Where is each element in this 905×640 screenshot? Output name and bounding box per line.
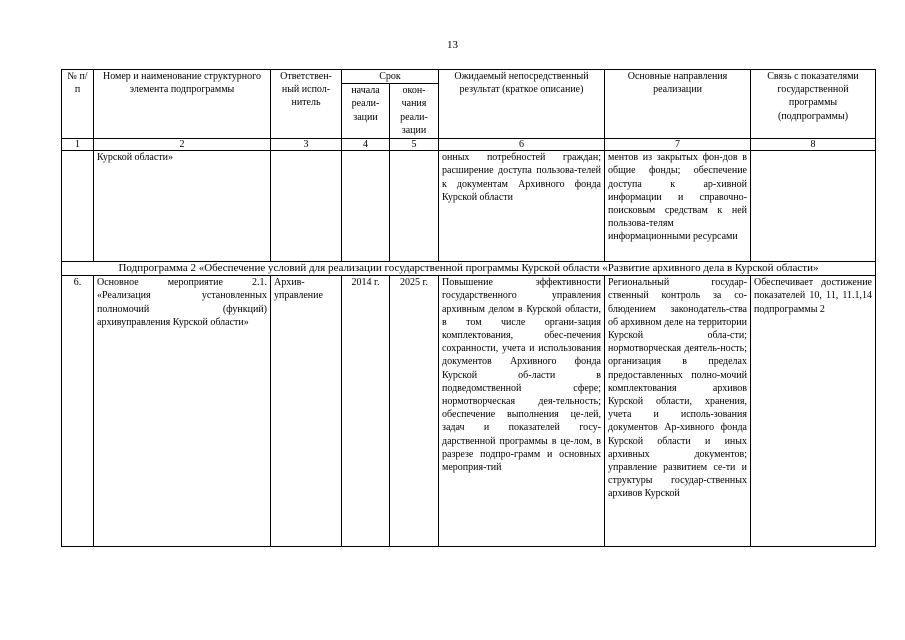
header-num: № п/п	[62, 70, 94, 139]
cont-end	[390, 151, 439, 262]
header-result: Ожидаемый непосредственный результат (краткое описание)	[439, 70, 605, 139]
cont-start	[342, 151, 390, 262]
column-numbers-row	[62, 139, 876, 151]
row-end: 2025 г.	[390, 276, 439, 547]
col-number: 4	[342, 139, 390, 151]
col-number: 3	[271, 139, 342, 151]
header-row	[62, 70, 876, 84]
cont-executor	[271, 151, 342, 262]
cont-link	[751, 151, 876, 262]
col-number: 8	[751, 139, 876, 151]
measures-table	[61, 69, 876, 547]
header-directions: Основные направления реализации	[605, 70, 751, 139]
subprogram-title: Подпрограмма 2 «Обеспечение условий для реализации государственной программы Курской области «Развитие архивного дела в Курской области»	[62, 262, 876, 276]
header-start: начала реали-зации	[342, 84, 390, 139]
row-start: 2014 г.	[342, 276, 390, 547]
row-directions: Региональный государ-ственный контроль за со-блюдением законодатель-ства об архивном деле на территории Курской обла-сти; нормотворческая деятель-ность; организация в пределах предоставленных полно-мочий комплектования архивов Курской области, хранения, учета и исполь-зования документов Ар-хивного фонда Курской области и иных архивных документов; управление развитием се-ти и структуры государ-ственных архивов Курской	[605, 276, 751, 547]
cont-result: онных потребностей граждан; расширение доступа пользова-телей к документам Архивного фонда Курской области	[439, 151, 605, 262]
cont-num	[62, 151, 94, 262]
row-name: Основное мероприятие 2.1. «Реализация установленных полномочий (функций) архивуправления Курской области»	[94, 276, 271, 547]
row-result: Повышение эффективности государственного управления архивным делом в Курской области, в том числе органи-зация комплектования, обес-печения сохранности, учета и использования документов Архивного фонда Курской об-ласти в подведомственной сфере; нормотворческая дея-тельность; обеспечение выполнения це-лей, задач и показателей госу-дарственной программы в це-лом, в разрезе подпро-грамм и основных мероприя-тий	[439, 276, 605, 547]
col-number: 6	[439, 139, 605, 151]
page-number: 13	[447, 39, 458, 51]
header-name: Номер и наименование структурного элемента подпрограммы	[94, 70, 271, 139]
col-number: 5	[390, 139, 439, 151]
row-number: 6.	[62, 276, 94, 547]
col-number: 1	[62, 139, 94, 151]
row-link: Обеспечивает достижение показателей 10, 11, 11.1,14 подпрограммы 2	[751, 276, 876, 547]
header-srok: Срок	[342, 70, 439, 84]
col-number: 7	[605, 139, 751, 151]
table-row	[62, 276, 876, 547]
cont-name: Курской области»	[94, 151, 271, 262]
header-link: Связь с показателями государственной программы (подпрограммы)	[751, 70, 876, 139]
col-number: 2	[94, 139, 271, 151]
header-end: окон-чания реали-зации	[390, 84, 439, 139]
row-executor: Архив-управление	[271, 276, 342, 547]
cont-directions: ментов из закрытых фон-дов в общие фонды; обеспечение доступа к ар-хивной информации и справочно-поисковым средствам к ней пользова-телям информационными ресурсами	[605, 151, 751, 262]
subprogram-row	[62, 262, 876, 276]
continuation-row	[62, 151, 876, 262]
header-executor: Ответствен-ный испол-нитель	[271, 70, 342, 139]
